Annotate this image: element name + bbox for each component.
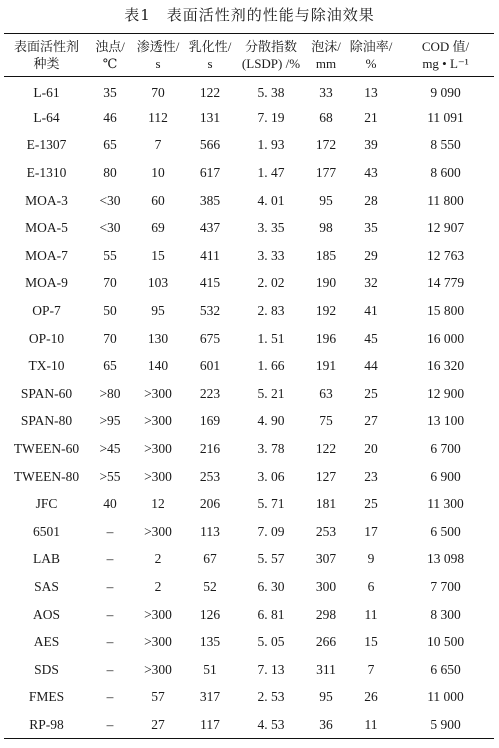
- dispersion-index-cell: 6. 81: [257, 606, 285, 622]
- surfactant-name-cell: RP-98: [29, 716, 64, 732]
- cloud-point-cell: >80: [99, 385, 121, 401]
- oil-removal-rate-cell: 17: [364, 523, 378, 539]
- permeability-cell: 7: [154, 137, 162, 153]
- surfactant-name-cell: OP-7: [32, 303, 61, 319]
- table-caption: [0, 4, 499, 25]
- cod-value-cell: 12 907: [426, 220, 465, 236]
- oil-removal-rate-cell: 32: [364, 275, 378, 291]
- surfactant-name-cell: JFC: [35, 496, 58, 512]
- table-row: [4, 463, 494, 491]
- dispersion-index-cell: 1. 51: [257, 330, 285, 346]
- emulsifiability-cell: 566: [199, 137, 221, 153]
- table-row: [4, 104, 494, 132]
- foam-cell: 181: [315, 496, 337, 512]
- cod-value-cell: 6 900: [430, 468, 461, 484]
- header-dispersion-index: [235, 34, 307, 77]
- oil-removal-rate-cell: 15: [364, 634, 378, 650]
- dispersion-index-cell: 5. 21: [257, 385, 285, 401]
- surfactant-name-cell: OP-10: [28, 330, 65, 346]
- table-row: [4, 297, 494, 325]
- cloud-point-cell: 65: [103, 137, 117, 153]
- cloud-point-cell: –: [106, 634, 114, 650]
- surfactant-name-cell: SDS: [34, 661, 59, 677]
- foam-cell: 172: [315, 137, 337, 153]
- foam-cell: 63: [319, 385, 333, 401]
- dispersion-index-cell: 3. 06: [257, 468, 285, 484]
- table-row: [4, 518, 494, 546]
- emulsifiability-cell: 253: [199, 468, 221, 484]
- cod-value-cell: 8 550: [430, 137, 461, 153]
- surfactant-name-cell: MOA-5: [25, 220, 68, 236]
- table-row: [4, 187, 494, 215]
- cloud-point-cell: 35: [103, 84, 117, 100]
- permeability-cell: 15: [151, 247, 165, 263]
- cod-value-cell: 14 779: [426, 275, 465, 291]
- surfactant-name-cell: E-1307: [26, 137, 67, 153]
- cloud-point-cell: 80: [103, 165, 117, 181]
- cod-value-cell: 6 700: [430, 441, 461, 457]
- emulsifiability-cell: 601: [199, 358, 221, 374]
- surfactant-name-cell: L-61: [33, 84, 60, 100]
- foam-cell: 122: [315, 441, 337, 457]
- header-line-1: COD 值/: [421, 39, 470, 54]
- oil-removal-rate-cell: 25: [364, 496, 378, 512]
- header-line-1: 浊点/: [95, 39, 125, 54]
- foam-cell: 311: [316, 661, 336, 677]
- foam-cell: 33: [319, 84, 333, 100]
- foam-cell: 177: [315, 165, 337, 181]
- table-body: [4, 77, 494, 739]
- header-line-2: %: [365, 56, 377, 71]
- cloud-point-cell: 40: [103, 496, 117, 512]
- oil-removal-rate-cell: 13: [364, 84, 378, 100]
- header-line-2: mm: [315, 56, 337, 71]
- cod-value-cell: 6 650: [430, 661, 461, 677]
- surfactant-name-cell: L-64: [33, 109, 60, 125]
- emulsifiability-cell: 617: [199, 165, 221, 181]
- foam-cell: 185: [315, 247, 337, 263]
- header-line-2: s: [207, 56, 213, 71]
- oil-removal-rate-cell: 44: [364, 358, 378, 374]
- dispersion-index-cell: 7. 13: [257, 661, 285, 677]
- oil-removal-rate-cell: 28: [364, 192, 378, 208]
- table-title: 表面活性剂的性能与除油效果: [166, 6, 375, 24]
- table-row: [4, 628, 494, 656]
- emulsifiability-cell: 67: [203, 551, 217, 567]
- header-permeability: [131, 34, 185, 77]
- surfactant-name-cell: TWEEN-80: [13, 468, 80, 484]
- surfactant-table: [4, 33, 494, 739]
- dispersion-index-cell: 3. 33: [257, 247, 285, 263]
- emulsifiability-cell: 169: [199, 413, 221, 429]
- header-line-1: 乳化性/: [188, 39, 232, 54]
- emulsifiability-cell: 51: [203, 661, 217, 677]
- header-emulsifiability: [185, 34, 235, 77]
- emulsifiability-cell: 117: [200, 716, 220, 732]
- permeability-cell: >300: [144, 634, 172, 650]
- table-row: [4, 352, 494, 380]
- permeability-cell: 12: [151, 496, 165, 512]
- emulsifiability-cell: 317: [199, 689, 221, 705]
- table-row: [4, 684, 494, 712]
- oil-removal-rate-cell: 43: [364, 165, 378, 181]
- emulsifiability-cell: 113: [200, 523, 220, 539]
- emulsifiability-cell: 126: [199, 606, 221, 622]
- emulsifiability-cell: 131: [199, 109, 221, 125]
- cod-value-cell: 12 763: [426, 247, 465, 263]
- oil-removal-rate-cell: 25: [364, 385, 378, 401]
- permeability-cell: 2: [154, 551, 162, 567]
- dispersion-index-cell: 1. 47: [257, 165, 285, 181]
- oil-removal-rate-cell: 35: [364, 220, 378, 236]
- table-row: [4, 380, 494, 408]
- dispersion-index-cell: 2. 83: [257, 303, 285, 319]
- table-row: [4, 242, 494, 270]
- foam-cell: 95: [319, 192, 333, 208]
- cod-value-cell: 10 500: [426, 634, 465, 650]
- cloud-point-cell: 55: [103, 247, 117, 263]
- dispersion-index-cell: 3. 78: [257, 441, 285, 457]
- header-line-2: (LSDP) /%: [241, 56, 301, 71]
- surfactant-name-cell: MOA-7: [25, 247, 68, 263]
- foam-cell: 307: [315, 551, 337, 567]
- dispersion-index-cell: 5. 38: [257, 84, 285, 100]
- permeability-cell: 57: [151, 689, 165, 705]
- permeability-cell: 112: [148, 109, 168, 125]
- cod-value-cell: 13 098: [426, 551, 465, 567]
- cod-value-cell: 8 300: [430, 606, 461, 622]
- oil-removal-rate-cell: 41: [364, 303, 378, 319]
- cod-value-cell: 16 000: [426, 330, 465, 346]
- surfactant-name-cell: LAB: [33, 551, 60, 567]
- cod-value-cell: 13 100: [426, 413, 465, 429]
- cod-value-cell: 6 500: [430, 523, 461, 539]
- permeability-cell: 2: [154, 578, 162, 594]
- header-line-2: s: [155, 56, 161, 71]
- cod-value-cell: 11 091: [427, 109, 464, 125]
- oil-removal-rate-cell: 20: [364, 441, 378, 457]
- permeability-cell: 70: [151, 84, 165, 100]
- oil-removal-rate-cell: 21: [364, 109, 378, 125]
- dispersion-index-cell: 6. 30: [257, 578, 285, 594]
- permeability-cell: >300: [144, 468, 172, 484]
- emulsifiability-cell: 52: [203, 578, 217, 594]
- permeability-cell: 60: [151, 192, 165, 208]
- cloud-point-cell: <30: [99, 220, 121, 236]
- header-line-2: mg • L⁻¹: [422, 56, 469, 71]
- header-foam: [307, 34, 345, 77]
- permeability-cell: >300: [144, 523, 172, 539]
- surfactant-name-cell: MOA-9: [25, 275, 68, 291]
- cloud-point-cell: –: [106, 716, 114, 732]
- surfactant-name-cell: 6501: [33, 523, 60, 539]
- emulsifiability-cell: 216: [199, 441, 221, 457]
- dispersion-index-cell: 4. 90: [257, 413, 285, 429]
- cloud-point-cell: 46: [103, 109, 117, 125]
- cod-value-cell: 11 300: [427, 496, 464, 512]
- table-row: [4, 711, 494, 739]
- permeability-cell: >300: [144, 385, 172, 401]
- emulsifiability-cell: 206: [199, 496, 221, 512]
- table-row: [4, 132, 494, 160]
- surfactant-name-cell: MOA-3: [25, 192, 68, 208]
- dispersion-index-cell: 1. 66: [257, 358, 285, 374]
- cloud-point-cell: >95: [99, 413, 121, 429]
- foam-cell: 266: [315, 634, 337, 650]
- dispersion-index-cell: 5. 71: [257, 496, 285, 512]
- surfactant-name-cell: SPAN-60: [20, 385, 73, 401]
- oil-removal-rate-cell: 9: [367, 551, 375, 567]
- cloud-point-cell: 70: [103, 275, 117, 291]
- cod-value-cell: 5 900: [430, 716, 461, 732]
- table-row: [4, 573, 494, 601]
- surfactant-name-cell: SPAN-80: [20, 413, 73, 429]
- foam-cell: 191: [315, 358, 337, 374]
- dispersion-index-cell: 4. 53: [257, 716, 285, 732]
- cloud-point-cell: –: [106, 523, 114, 539]
- surfactant-name-cell: AOS: [32, 606, 60, 622]
- header-cloud-point: [89, 34, 131, 77]
- permeability-cell: 10: [151, 165, 165, 181]
- cod-value-cell: 16 320: [426, 358, 465, 374]
- cloud-point-cell: 65: [103, 358, 117, 374]
- foam-cell: 190: [315, 275, 337, 291]
- cod-value-cell: 12 900: [426, 385, 465, 401]
- emulsifiability-cell: 385: [199, 192, 221, 208]
- cod-value-cell: 7 700: [430, 578, 461, 594]
- cloud-point-cell: –: [106, 689, 114, 705]
- cloud-point-cell: –: [106, 551, 114, 567]
- table-row: [4, 159, 494, 187]
- permeability-cell: >300: [144, 606, 172, 622]
- header-cod: [397, 34, 494, 77]
- permeability-cell: >300: [144, 413, 172, 429]
- emulsifiability-cell: 532: [199, 303, 221, 319]
- table-row: [4, 408, 494, 436]
- permeability-cell: 27: [151, 716, 165, 732]
- table-number: 表1: [124, 6, 151, 24]
- cod-value-cell: 9 090: [430, 84, 461, 100]
- dispersion-index-cell: 7. 09: [257, 523, 285, 539]
- table-row: [4, 214, 494, 242]
- foam-cell: 196: [315, 330, 337, 346]
- surfactant-name-cell: FMES: [28, 689, 65, 705]
- emulsifiability-cell: 135: [199, 634, 221, 650]
- emulsifiability-cell: 411: [200, 247, 220, 263]
- foam-cell: 68: [319, 109, 333, 125]
- emulsifiability-cell: 675: [199, 330, 221, 346]
- oil-removal-rate-cell: 11: [364, 716, 378, 732]
- cod-value-cell: 15 800: [426, 303, 465, 319]
- emulsifiability-cell: 223: [199, 385, 221, 401]
- dispersion-index-cell: 2. 53: [257, 689, 285, 705]
- cod-value-cell: 11 800: [427, 192, 464, 208]
- surfactant-name-cell: SAS: [34, 578, 59, 594]
- oil-removal-rate-cell: 23: [364, 468, 378, 484]
- cloud-point-cell: –: [106, 578, 114, 594]
- header-oil-removal: [345, 34, 397, 77]
- header-line-2: ℃: [102, 56, 118, 71]
- table-row: [4, 490, 494, 518]
- cloud-point-cell: –: [106, 661, 114, 677]
- table-row: [4, 601, 494, 629]
- header-surfactant-type: [4, 34, 89, 77]
- permeability-cell: 140: [147, 358, 169, 374]
- table-row: [4, 325, 494, 353]
- oil-removal-rate-cell: 29: [364, 247, 378, 263]
- permeability-cell: >300: [144, 661, 172, 677]
- table-row: [4, 270, 494, 298]
- oil-removal-rate-cell: 27: [364, 413, 378, 429]
- oil-removal-rate-cell: 26: [364, 689, 378, 705]
- permeability-cell: 95: [151, 303, 165, 319]
- table-row: [4, 546, 494, 574]
- foam-cell: 98: [319, 220, 333, 236]
- foam-cell: 298: [315, 606, 337, 622]
- surfactant-name-cell: E-1310: [26, 165, 67, 181]
- cloud-point-cell: <30: [99, 192, 121, 208]
- cod-value-cell: 11 000: [427, 689, 464, 705]
- emulsifiability-cell: 415: [199, 275, 221, 291]
- table-row: [4, 77, 494, 105]
- dispersion-index-cell: 2. 02: [257, 275, 285, 291]
- table-row: [4, 656, 494, 684]
- cloud-point-cell: 50: [103, 303, 117, 319]
- oil-removal-rate-cell: 6: [367, 578, 375, 594]
- emulsifiability-cell: 122: [199, 84, 221, 100]
- oil-removal-rate-cell: 45: [364, 330, 378, 346]
- foam-cell: 300: [315, 578, 337, 594]
- surfactant-name-cell: TX-10: [28, 358, 65, 374]
- permeability-cell: 69: [151, 220, 165, 236]
- dispersion-index-cell: 3. 35: [257, 220, 285, 236]
- dispersion-index-cell: 1. 93: [257, 137, 285, 153]
- foam-cell: 127: [315, 468, 337, 484]
- table-row: [4, 435, 494, 463]
- cloud-point-cell: >55: [99, 468, 121, 484]
- oil-removal-rate-cell: 11: [364, 606, 378, 622]
- cloud-point-cell: –: [106, 606, 114, 622]
- header-line-2: 种类: [33, 56, 60, 71]
- foam-cell: 95: [319, 689, 333, 705]
- foam-cell: 253: [315, 523, 337, 539]
- permeability-cell: 103: [147, 275, 169, 291]
- header-line-1: 表面活性剂: [13, 39, 79, 54]
- dispersion-index-cell: 5. 05: [257, 634, 285, 650]
- foam-cell: 192: [315, 303, 337, 319]
- foam-cell: 75: [319, 413, 333, 429]
- dispersion-index-cell: 4. 01: [257, 192, 285, 208]
- header-line-1: 除油率/: [349, 39, 393, 54]
- emulsifiability-cell: 437: [199, 220, 221, 236]
- oil-removal-rate-cell: 7: [367, 661, 375, 677]
- dispersion-index-cell: 7. 19: [257, 109, 285, 125]
- header-line-1: 泡沫/: [311, 39, 341, 54]
- permeability-cell: >300: [144, 441, 172, 457]
- cloud-point-cell: 70: [103, 330, 117, 346]
- oil-removal-rate-cell: 39: [364, 137, 378, 153]
- table-header-row: [4, 34, 494, 77]
- permeability-cell: 130: [147, 330, 169, 346]
- cod-value-cell: 8 600: [430, 165, 461, 181]
- header-line-1: 渗透性/: [136, 39, 180, 54]
- header-line-1: 分散指数: [244, 39, 297, 54]
- cloud-point-cell: >45: [99, 441, 121, 457]
- surfactant-name-cell: AES: [33, 634, 60, 650]
- dispersion-index-cell: 5. 57: [257, 551, 285, 567]
- surfactant-name-cell: TWEEN-60: [13, 441, 80, 457]
- foam-cell: 36: [319, 716, 333, 732]
